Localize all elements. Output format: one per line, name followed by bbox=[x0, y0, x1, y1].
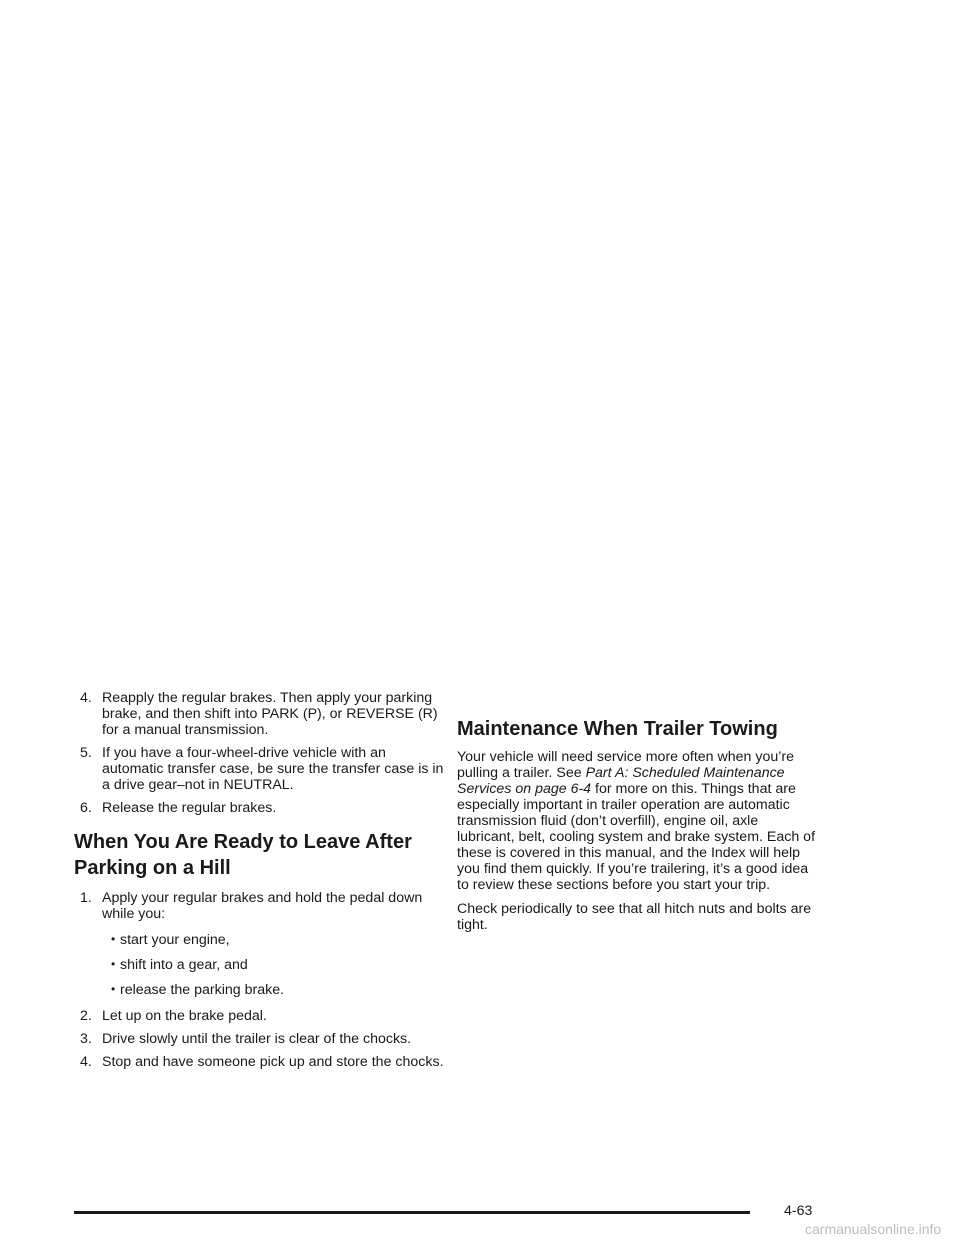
list-item bbox=[74, 1054, 446, 1070]
paragraph-text: Your vehicle will need service more often when you’re pulling a trailer. See bbox=[457, 749, 795, 781]
step-text: Let up on the brake pedal. bbox=[102, 1008, 267, 1024]
step-number: 6. bbox=[80, 800, 92, 816]
right-column bbox=[457, 716, 817, 941]
list-item bbox=[74, 745, 446, 793]
bullet-icon: • bbox=[111, 982, 116, 996]
watermark: carmanualsonline.info bbox=[805, 1221, 942, 1237]
step-number: 5. bbox=[80, 745, 92, 761]
bullet-item bbox=[74, 982, 446, 998]
list-item bbox=[74, 1031, 446, 1047]
step-text: Release the regular brakes. bbox=[102, 800, 277, 816]
bullet-text: start your engine, bbox=[120, 932, 230, 948]
step-text: Drive slowly until the trailer is clear of the chocks. bbox=[102, 1031, 412, 1047]
footer-rule bbox=[74, 1211, 750, 1214]
step-number: 1. bbox=[80, 890, 92, 906]
bullet-icon: • bbox=[111, 957, 116, 971]
section-heading-maintenance-trailer-towing: Maintenance When Trailer Towing bbox=[457, 718, 778, 740]
paragraph-text: for more on this. Things that are especially important in trailer operation are automatic transmission fluid (don’t overfill), engine oil, axle lubricant, belt, cooling system and brake system. Each of these is covered in this manual, and the Index will help you find them quickly. If you’re trailering, it’s a good idea to review these sections before you start your trip. bbox=[457, 781, 816, 893]
bullet-item bbox=[74, 932, 446, 948]
list-item bbox=[74, 890, 446, 922]
step-text: If you have a four-wheel-drive vehicle with an automatic transfer case, be sure the transfer case is in a drive gear–not in NEUTRAL. bbox=[102, 745, 444, 793]
list-item bbox=[74, 690, 446, 738]
cross-reference-link[interactable]: Part A: Scheduled Maintenance Services on page 6-4 bbox=[457, 765, 785, 797]
bullet-text: shift into a gear, and bbox=[120, 957, 248, 973]
bullet-text: release the parking brake. bbox=[120, 982, 285, 998]
step-number: 4. bbox=[80, 1054, 92, 1070]
step-number: 3. bbox=[80, 1031, 92, 1047]
page-number: 4-63 bbox=[784, 1203, 813, 1219]
hitch-check-paragraph: Check periodically to see that all hitch nuts and bolts are tight. bbox=[457, 901, 812, 933]
step-text: Reapply the regular brakes. Then apply your parking brake, and then shift into PARK (P), or REVERSE (R) for a manual transmission. bbox=[102, 690, 438, 738]
section-heading-leave-after-parking: When You Are Ready to Leave After Parking on a Hill bbox=[74, 831, 412, 879]
step-text: Stop and have someone pick up and store the chocks. bbox=[102, 1054, 444, 1070]
list-item bbox=[74, 800, 446, 816]
bullet-icon: • bbox=[111, 932, 116, 946]
bullet-item bbox=[74, 957, 446, 973]
list-item bbox=[74, 1008, 446, 1024]
left-column bbox=[74, 690, 446, 1077]
maintenance-paragraph bbox=[457, 749, 817, 893]
bullet-list bbox=[74, 932, 446, 998]
step-number: 4. bbox=[80, 690, 92, 706]
step-text: Apply your regular brakes and hold the pedal down while you: bbox=[102, 890, 423, 922]
step-number: 2. bbox=[80, 1008, 92, 1024]
